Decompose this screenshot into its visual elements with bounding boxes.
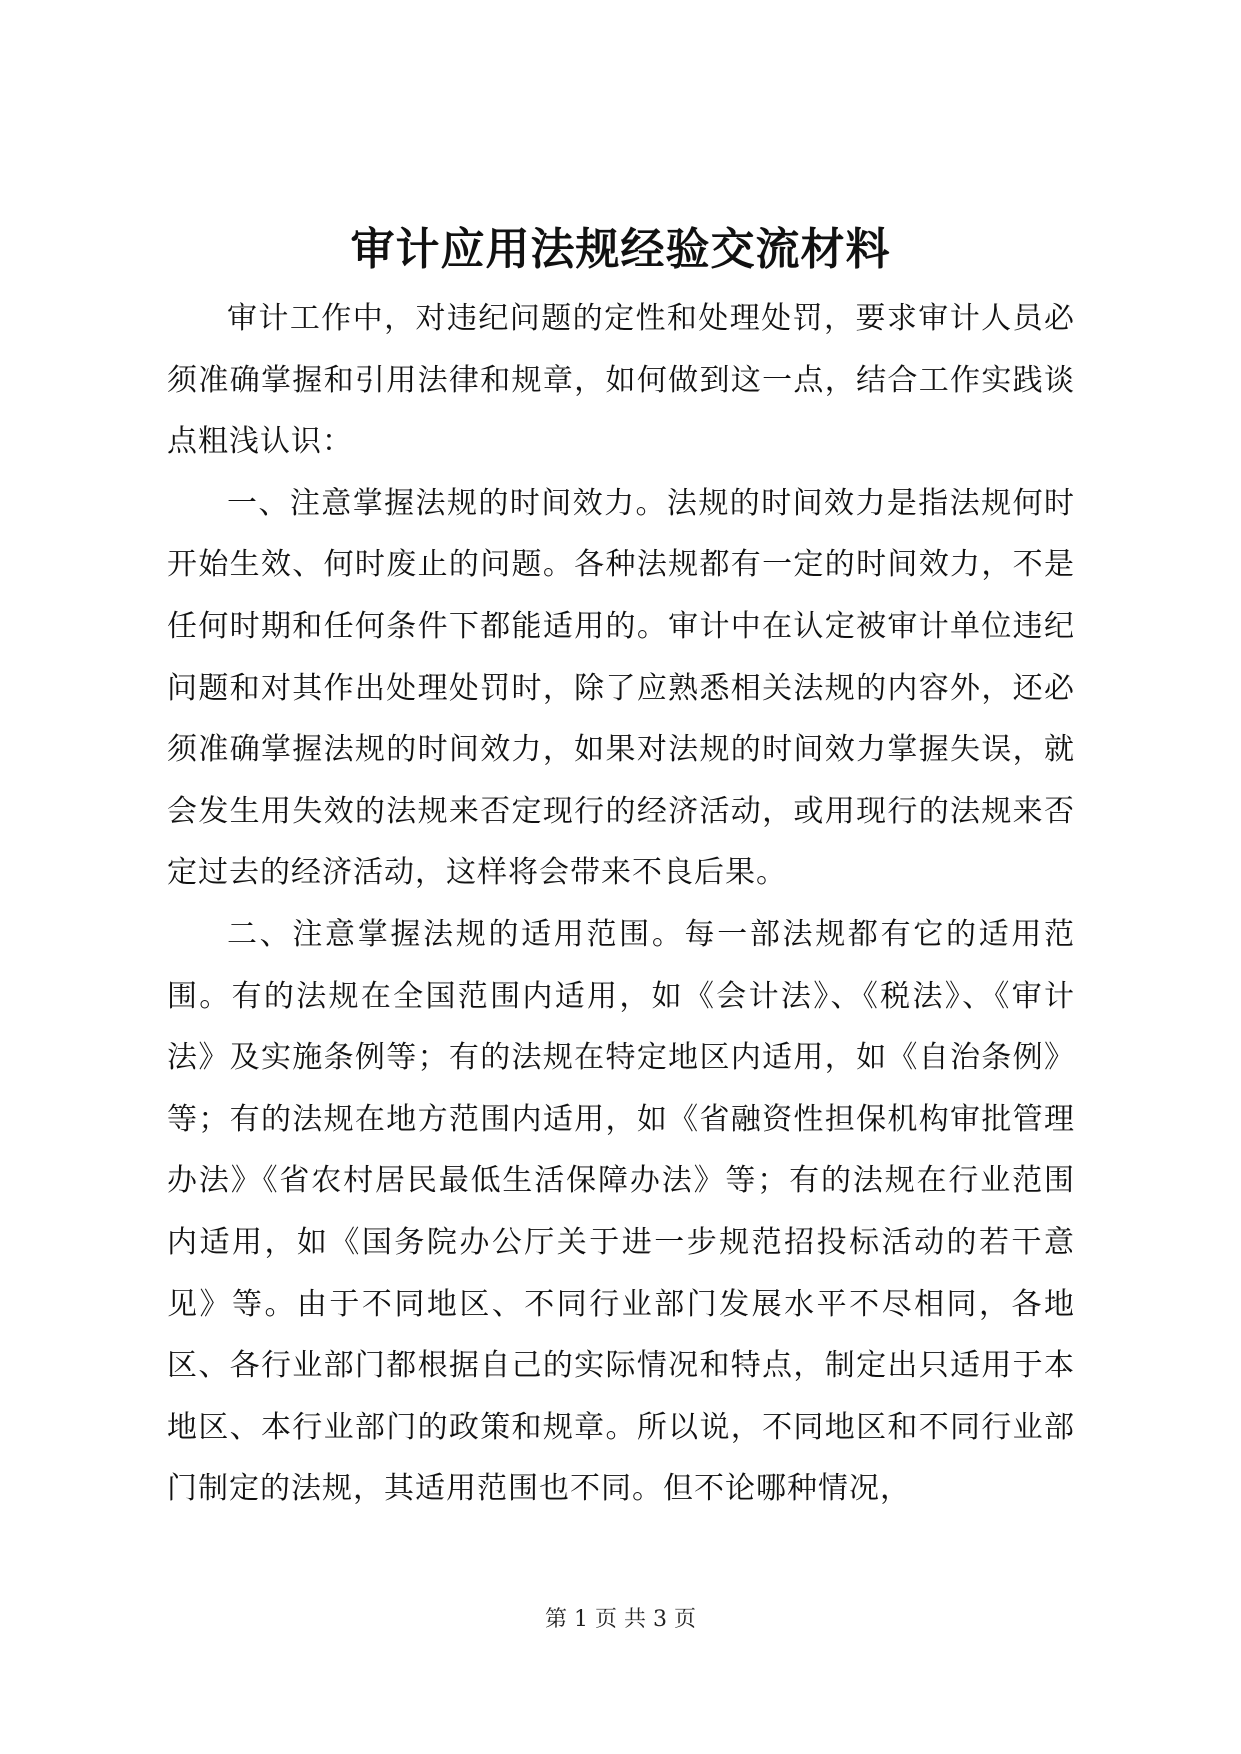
- paragraph-time-validity: 一、注意掌握法规的时间效力。法规的时间效力是指法规何时开始生效、何时废止的问题。各种法规都有一定的时间效力，不是任何时期和任何条件下都能适用的。审计中在认定被审计单位违纪问题和对其作出处理处罚时，除了应熟悉相关法规的内容外，还必须准确掌握法规的时间效力，如果对法规的时间效力掌握失误，就会发生用失效的法规来否定现行的经济活动，或用现行的法规来否定过去的经济活动，这样将会带来不良后果。: [167, 485, 1075, 891]
- document-title: 审计应用法规经验交流材料: [350, 224, 891, 275]
- paragraph-intro: 审计工作中，对违纪问题的定性和处理处罚，要求审计人员必须准确掌握和引用法律和规章，如何做到这一点，结合工作实践谈点粗浅认识：: [167, 301, 1075, 460]
- paragraph-scope: 二、注意掌握法规的适用范围。每一部法规都有它的适用范围。有的法规在全国范围内适用，如《会计法》、《税法》、《审计法》及实施条例等；有的法规在特定地区内适用，如《自治条例》等；有的法规在地方范围内适用，如《省融资性担保机构审批管理办法》《省农村居民最低生活保障办法》等；有的法规在行业范围内适用，如《国务院办公厅关于进一步规范招投标活动的若干意见》等。由于不同地区、不同行业部门发展水平不尽相同，各地区、各行业部门都根据自己的实际情况和特点，制定出只适用于本地区、本行业部门的政策和规章。所以说，不同地区和不同行业部门制定的法规，其适用范围也不同。但不论哪种情况，: [167, 916, 1075, 1507]
- page-number-footer: 第 1 页 共 3 页: [545, 1607, 696, 1632]
- document-body: [167, 288, 1075, 1520]
